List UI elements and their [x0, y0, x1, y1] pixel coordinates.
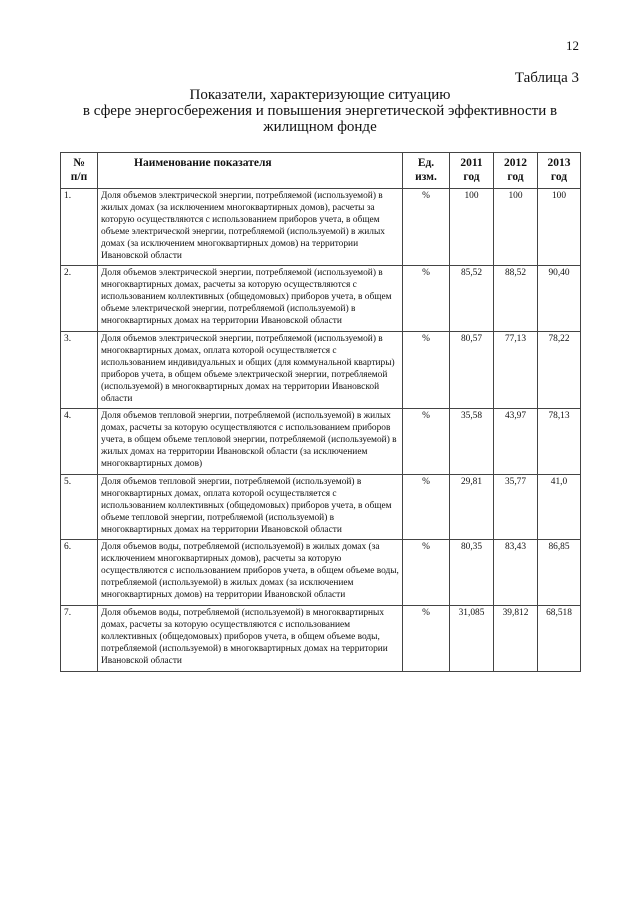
value-2011: 100: [450, 189, 494, 266]
value-2012: 88,52: [494, 266, 538, 332]
unit-cell: %: [403, 474, 450, 540]
indicator-name: Доля объемов тепловой энергии, потребляемой (используемой) в многоквартирных домах, оплата которой осуществляется с использованием коллективных (общедомовых) приборов учета, в общем объеме тепловой энергии, потребляемой (используемой) в многоквартирных домах на территории Ивановской области: [98, 474, 403, 540]
value-2011: 35,58: [450, 409, 494, 475]
row-number: 4.: [61, 409, 98, 475]
unit-cell: %: [403, 331, 450, 408]
value-2013: 90,40: [538, 266, 581, 332]
value-2011: 85,52: [450, 266, 494, 332]
unit-cell: %: [403, 540, 450, 606]
header-num: [61, 153, 98, 189]
value-2013: 100: [538, 189, 581, 266]
value-2012: 100: [494, 189, 538, 266]
value-2013: 78,13: [538, 409, 581, 475]
title-line: Показатели, характеризующие ситуацию: [189, 87, 451, 103]
header-2013: [538, 153, 581, 189]
value-2012: 39,812: [494, 606, 538, 672]
table-row: [61, 189, 581, 266]
value-2011: 80,57: [450, 331, 494, 408]
table-row: [61, 266, 581, 332]
header-row: [61, 153, 581, 189]
header-2012: [494, 153, 538, 189]
value-2012: 77,13: [494, 331, 538, 408]
value-2013: 78,22: [538, 331, 581, 408]
value-2011: 80,35: [450, 540, 494, 606]
indicators-table: [60, 152, 581, 672]
row-number: 6.: [61, 540, 98, 606]
header-2013-line2: год: [550, 171, 568, 183]
header-2012-line2: год: [507, 171, 524, 183]
value-2011: 29,81: [450, 474, 494, 540]
value-2012: 83,43: [494, 540, 538, 606]
header-2011-line1: 2011: [460, 157, 483, 169]
indicator-name: Доля объемов воды, потребляемой (используемой) в жилых домах (за исключением многоквартирных домов), расчеты за которую осуществляются с использованием приборов учета, в общем объеме воды, потребляемой (используемой) в жилых домах (за исключением многоквартирных домов) на территории Ивановской области: [98, 540, 403, 606]
header-2012-line1: 2012: [504, 157, 527, 169]
header-2011-line2: год: [463, 171, 480, 183]
table-row: [61, 474, 581, 540]
header-unit: [403, 153, 450, 189]
value-2011: 31,085: [450, 606, 494, 672]
row-number: 5.: [61, 474, 98, 540]
table-row: [61, 409, 581, 475]
header-num-line1: №: [73, 157, 85, 169]
indicator-name: Доля объемов электрической энергии, потребляемой (используемой) в многоквартирных домах, оплата которой осуществляется с использованием индивидуальных и общих (для коммунальной квартиры) приборов учета, в общем объеме электрической энергии, потребляемой (используемой) в многоквартирных домах на территории Ивановской области: [98, 331, 403, 408]
indicator-name: Доля объемов тепловой энергии, потребляемой (используемой) в жилых домах, расчеты за которую осуществляются с использованием приборов учета, в общем объеме тепловой энергии, потребляемой (используемой) в жилых домах на территории Ивановской области (за исключением многоквартирных домов): [98, 409, 403, 475]
unit-cell: %: [403, 189, 450, 266]
table-row: [61, 540, 581, 606]
header-2011: [450, 153, 494, 189]
value-2013: 68,518: [538, 606, 581, 672]
indicator-name: Доля объемов электрической энергии, потребляемой (используемой) в многоквартирных домах, расчеты за которую осуществляются с использованием коллективных (общедомовых) приборов учета, в общем объеме электрической энергии, потребляемой (используемой) в многоквартирных домах на территории Ивановской области: [98, 266, 403, 332]
unit-cell: %: [403, 606, 450, 672]
header-num-line2: п/п: [70, 171, 88, 183]
value-2012: 35,77: [494, 474, 538, 540]
row-number: 7.: [61, 606, 98, 672]
table-label: Таблица 3: [514, 70, 579, 86]
header-unit-line2: изм.: [415, 171, 437, 183]
unit-cell: %: [403, 409, 450, 475]
value-2013: 86,85: [538, 540, 581, 606]
row-number: 2.: [61, 266, 98, 332]
indicator-name: Доля объемов воды, потребляемой (используемой) в многоквартирных домах, расчеты за которую осуществляются с использованием коллективных (общедомовых) приборов учета, в общем объеме воды, потребляемой (используемой) в многоквартирных домах на территории Ивановской области: [98, 606, 403, 672]
table-row: [61, 331, 581, 408]
page-number: 12: [566, 38, 579, 53]
row-number: 3.: [61, 331, 98, 408]
header-2013-line1: 2013: [547, 157, 571, 169]
value-2012: 43,97: [494, 409, 538, 475]
header-unit-line1: Ед.: [417, 157, 435, 169]
value-2013: 41,0: [538, 474, 581, 540]
title-line: в сфере энергосбережения и повышения энергетической эффективности в: [82, 103, 558, 119]
row-number: 1.: [61, 189, 98, 266]
unit-cell: %: [403, 266, 450, 332]
title-line: жилищном фонде: [263, 119, 377, 135]
table-row: [61, 606, 581, 672]
table-title: [60, 87, 580, 135]
indicator-name: Доля объемов электрической энергии, потребляемой (используемой) в жилых домах (за исключением многоквартирных домов), расчеты за которую осуществляются с использованием приборов учета, в общем объеме электрической энергии, потребляемой (используемой) в жилых домах (за исключением многоквартирных домов) на территории Ивановской области: [98, 189, 403, 266]
header-name: Наименование показателя: [98, 153, 403, 189]
